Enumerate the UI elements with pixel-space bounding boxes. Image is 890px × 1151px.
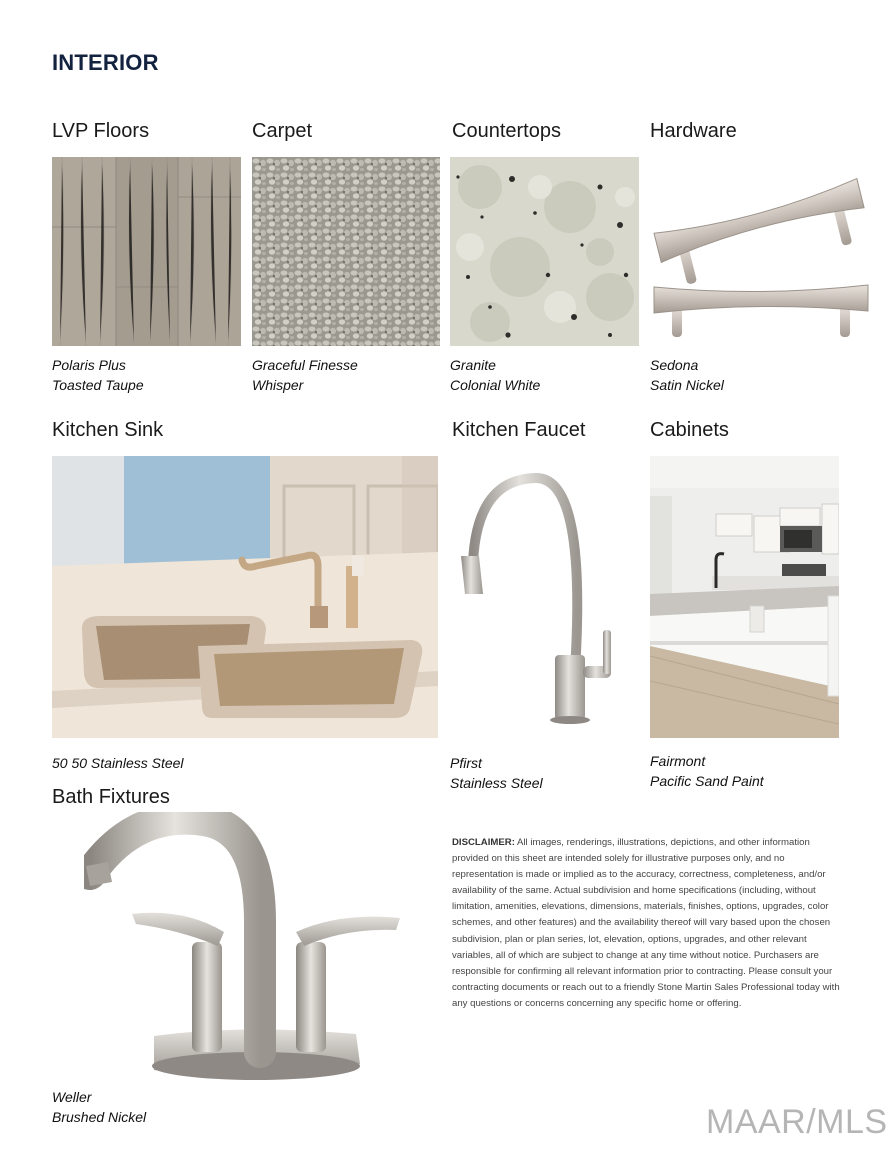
cabinets-caption xyxy=(650,751,764,791)
countertops-name: Granite xyxy=(450,357,496,373)
hardware-pull-image xyxy=(648,155,874,345)
section-title-hardware: Hardware xyxy=(650,120,737,142)
section-title-kitchen-faucet: Kitchen Faucet xyxy=(452,419,586,441)
bath-fixtures-finish: Brushed Nickel xyxy=(52,1109,147,1125)
lvp-floors-name: Polaris Plus xyxy=(52,357,126,373)
cabinets-name: Fairmont xyxy=(650,753,706,769)
disclaimer-text xyxy=(452,835,844,1012)
carpet-swatch-image xyxy=(252,157,440,346)
carpet-color: Whisper xyxy=(252,377,304,393)
kitchen-faucet-image xyxy=(455,470,625,725)
lvp-floor-swatch-image xyxy=(52,157,241,346)
kitchen-faucet-caption xyxy=(450,753,543,793)
bath-fixture-image xyxy=(84,812,404,1087)
cabinets-image xyxy=(650,456,839,738)
disclaimer-label: DISCLAIMER: xyxy=(452,837,515,848)
bath-fixtures-caption xyxy=(52,1087,146,1127)
lvp-floors-color: Toasted Taupe xyxy=(52,377,144,393)
kitchen-sink-caption xyxy=(52,753,184,773)
cabinets-color: Pacific Sand Paint xyxy=(650,773,764,789)
bath-fixtures-name: Weller xyxy=(52,1089,92,1105)
countertop-swatch-image xyxy=(450,157,639,346)
countertops-color: Colonial White xyxy=(450,377,541,393)
countertops-caption xyxy=(450,355,540,395)
section-title-carpet: Carpet xyxy=(252,120,313,142)
hardware-finish: Satin Nickel xyxy=(650,377,724,393)
carpet-name: Graceful Finesse xyxy=(252,357,358,373)
kitchen-faucet-finish: Stainless Steel xyxy=(450,775,543,791)
mls-watermark: MAAR/MLS xyxy=(706,1103,888,1141)
kitchen-sink-image xyxy=(52,456,438,738)
section-title-kitchen-sink: Kitchen Sink xyxy=(52,419,164,441)
section-title-lvp-floors: LVP Floors xyxy=(52,120,150,142)
kitchen-sink-name: 50 50 Stainless Steel xyxy=(52,755,184,771)
disclaimer-body: All images, renderings, illustrations, depictions, and other information provided on this sheet are intended solely for illustrative purposes only, and no representation is made or implied as to the accuracy, correctness, completeness, and/or availability of the same. Actual subdivision and home specifications (including, without limitation, amenities, elevations, dimensions, materials, finishes, options, upgrades, color schemes, and other features) and the availability thereof will vary based upon the chosen subdivision, plan or plan series, lot, elevation, options, upgrades, and other relevant variables, all of which are subject to change at any time without notice. Purchasers are responsible for confirming all relevant information prior to contracting. Please consult your contracting documents or reach out to a friendly Stone Martin Sales Professional today with any questions or concerns concerning any specific home or offering. xyxy=(452,837,840,1009)
hardware-caption xyxy=(650,355,724,395)
carpet-caption xyxy=(252,355,358,395)
lvp-floors-caption xyxy=(52,355,144,395)
section-title-bath-fixtures: Bath Fixtures xyxy=(52,786,170,808)
section-title-cabinets: Cabinets xyxy=(650,419,729,441)
hardware-name: Sedona xyxy=(650,357,699,373)
section-title-countertops: Countertops xyxy=(452,120,561,142)
kitchen-faucet-name: Pfirst xyxy=(450,755,482,771)
page-title: INTERIOR xyxy=(52,50,159,75)
